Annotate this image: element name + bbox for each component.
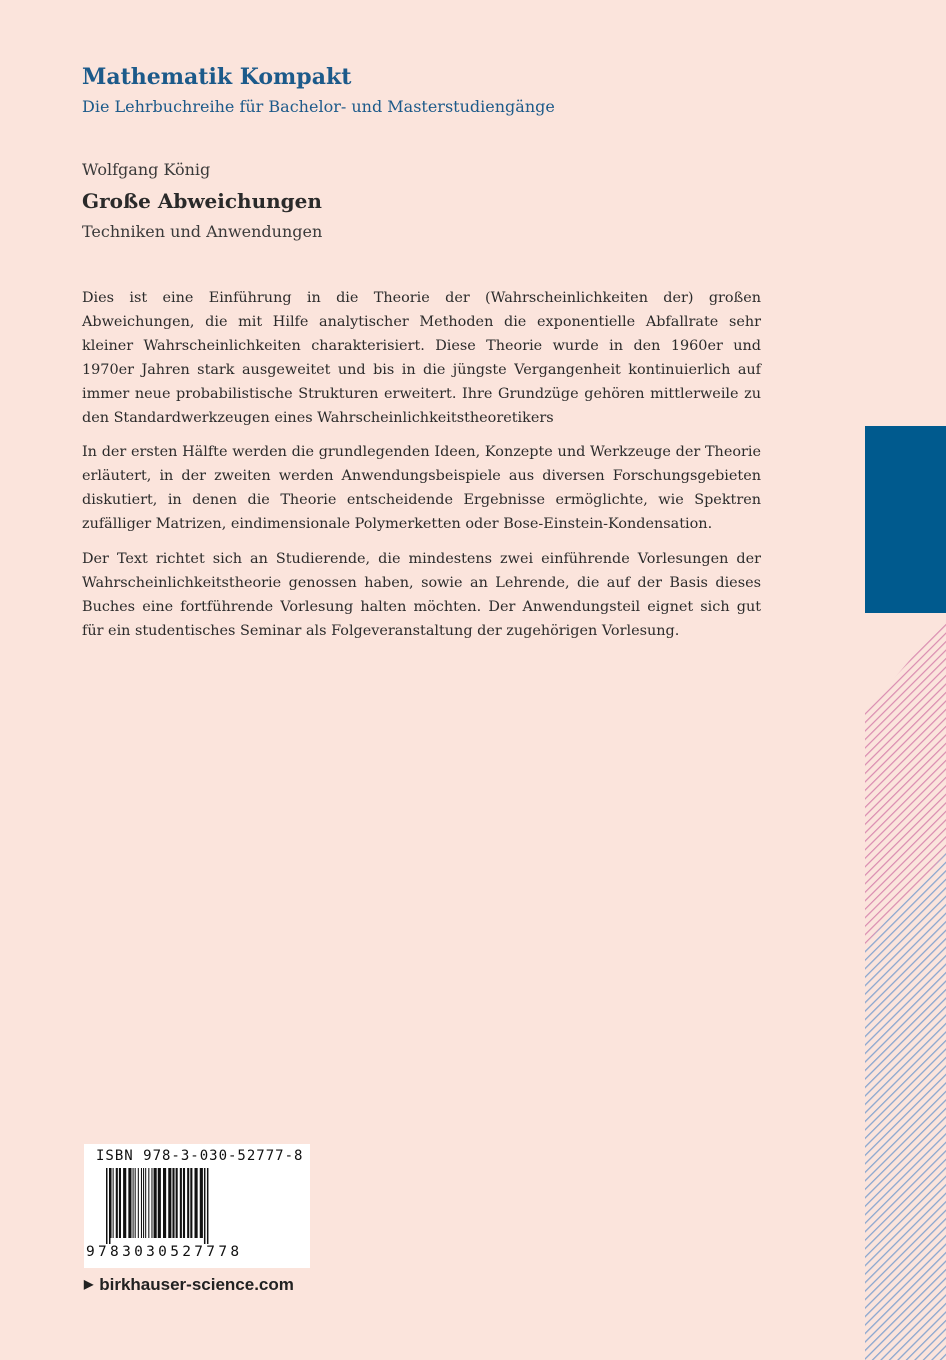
barcode-bar	[204, 1168, 206, 1244]
barcode-panel	[84, 1144, 310, 1268]
isbn-label: ISBN 978-3-030-52777-8	[96, 1148, 304, 1164]
publisher-link[interactable]	[84, 1275, 294, 1295]
barcode-bar	[151, 1168, 152, 1238]
publisher-url: birkhauser-science.com	[99, 1275, 294, 1294]
barcode-bar	[176, 1168, 178, 1238]
barcode-bar	[195, 1168, 198, 1238]
barcode-bar	[180, 1168, 182, 1238]
barcode-digits: 9783030527778	[86, 1244, 243, 1260]
accent-block	[865, 426, 946, 613]
barcode-bar	[141, 1168, 142, 1238]
barcode-bar	[135, 1168, 136, 1238]
blurb-paragraph: Dies ist eine Einführung in die Theorie der (Wahrscheinlichkeiten der) großen Abweichungen, die mit Hilfe analytischer Methoden die exponentielle Abfallrate sehr kleiner Wahrscheinlichkeiten charakterisiert. Diese Theorie wurde in den 1960er und 1970er Jahren stark ausgeweitet und bis in die jüngste Vergangenheit kontinuierlich auf immer neue probabilistische Strukturen erweitert. Ihre Grundzüge gehören mittlerweile zu den Standardwerkzeugen eines Wahrscheinlichkeitstheoretikers	[82, 290, 761, 426]
barcode-bar	[109, 1168, 111, 1244]
barcode-bar	[138, 1168, 139, 1238]
barcode-bar	[183, 1168, 185, 1238]
barcode-bar	[116, 1168, 118, 1238]
barcode-bar	[168, 1168, 171, 1238]
series-title: Mathematik Kompakt	[82, 64, 352, 90]
barcode-bar	[154, 1168, 157, 1238]
blurb	[82, 287, 761, 655]
barcode-bar	[143, 1168, 144, 1238]
barcode-bar	[207, 1168, 209, 1244]
series-subtitle: Die Lehrbuchreihe für Bachelor- und Masterstudiengänge	[82, 97, 555, 116]
barcode-bar	[128, 1168, 131, 1238]
barcode-bar	[148, 1168, 149, 1238]
barcode-bar	[200, 1168, 203, 1238]
book-title: Große Abweichungen	[82, 189, 322, 213]
barcode-bar	[113, 1168, 114, 1238]
arrow-right-icon: ▶	[84, 1277, 94, 1291]
barcode-bar	[133, 1168, 134, 1238]
barcode-bar	[172, 1168, 174, 1238]
barcode-bar	[145, 1168, 146, 1238]
book-header	[82, 156, 322, 246]
book-subtitle: Techniken und Anwendungen	[82, 222, 323, 241]
barcode-bar	[163, 1168, 166, 1238]
series-header	[82, 60, 555, 120]
book-author: Wolfgang König	[82, 160, 211, 179]
blurb-paragraph: In der ersten Hälfte werden die grundlegenden Ideen, Konzepte und Werkzeuge der Theorie erläutert, in der zweiten werden Anwendungsbeispiele aus diversen Forschungsgebieten diskutiert, in denen die Theorie entscheidende Ergebnisse ermöglichte, wie Spektren zufälliger Matrizen, eindimensionale Polymerketten oder Bose-Einstein-Kondensation.	[82, 444, 761, 533]
barcode-bar	[123, 1168, 126, 1238]
blurb-paragraph: Der Text richtet sich an Studierende, die mindestens zwei einführende Vorlesungen der Wahrscheinlichkeitstheorie genossen haben, sowie an Lehrende, die auf der Basis dieses Buches eine fortführende Vorlesung halten möchten. Der Anwendungsteil eignet sich gut für ein studentisches Seminar als Folgeveranstaltung der zugehörigen Vorlesung.	[82, 551, 761, 639]
barcode-bar	[111, 1168, 112, 1238]
barcode-icon	[84, 1168, 310, 1244]
barcode-bar	[106, 1168, 108, 1244]
barcode-bar	[187, 1168, 189, 1238]
barcode-bar	[190, 1168, 192, 1238]
barcode-bar	[119, 1168, 121, 1238]
barcode-bar	[158, 1168, 161, 1238]
